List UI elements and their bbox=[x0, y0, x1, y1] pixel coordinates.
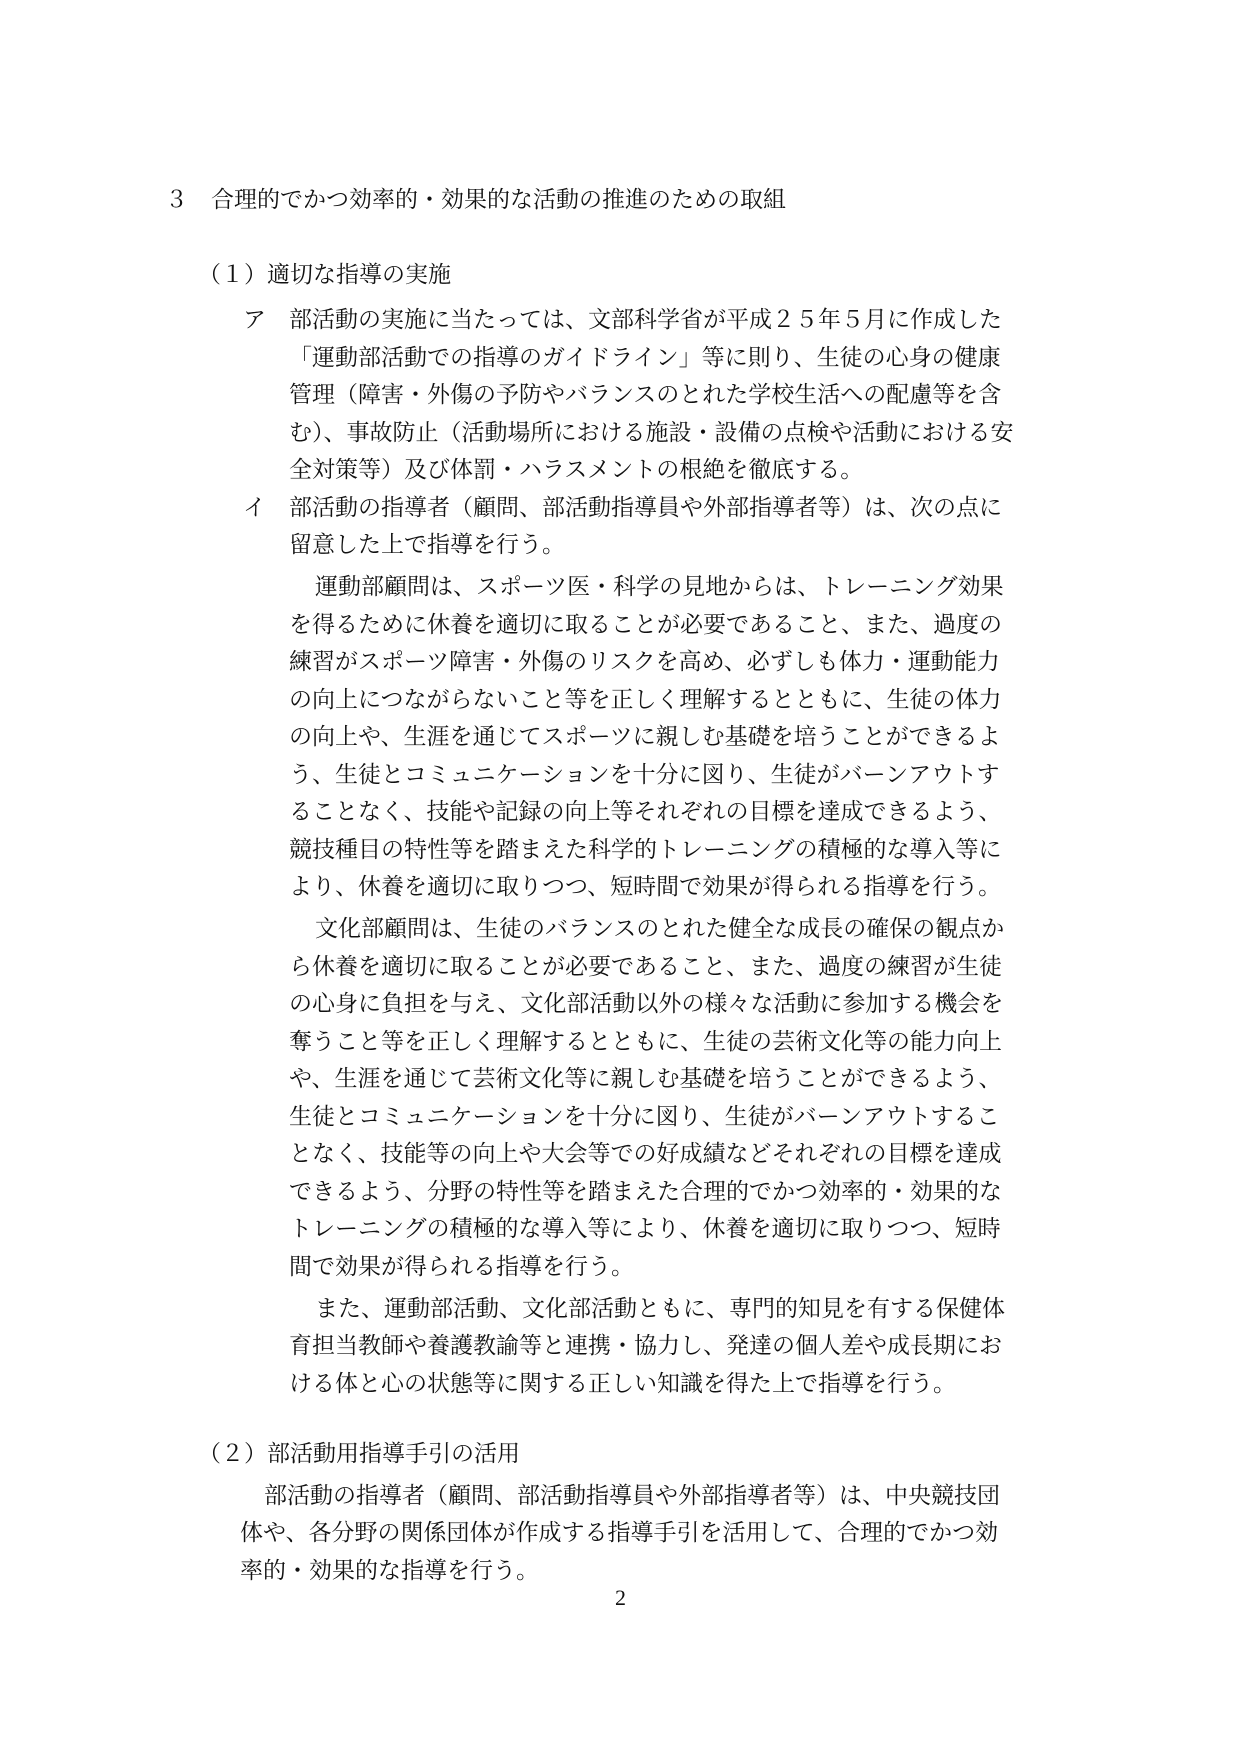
culture-paragraph-line: 奪うこと等を正しく理解するとともに、生徒の芸術文化等の能力向上 bbox=[289, 1029, 1002, 1055]
culture-paragraph-line: や、生涯を通じて芸術文化等に親しむ基礎を培うことができるよう、 bbox=[289, 1066, 1002, 1092]
subsection-title-2: （２）部活動用指導手引の活用 bbox=[198, 1441, 520, 1467]
culture-paragraph-line: の心身に負担を与え、文化部活動以外の様々な活動に参加する機会を bbox=[289, 991, 1004, 1017]
sports-paragraph-line: より、休養を適切に取りつつ、短時間で効果が得られる指導を行う。 bbox=[289, 874, 1002, 900]
culture-paragraph-line: 生徒とコミュニケーションを十分に図り、生徒がバーンアウトするこ bbox=[289, 1104, 1000, 1130]
item-a-line: む）、事故防止（活動場所における施設・設備の点検や活動における安 bbox=[289, 420, 1014, 446]
item-i-line: 部活動の指導者（顧問、部活動指導員や外部指導者等）は、次の点に bbox=[289, 495, 1002, 521]
manual-paragraph-line: 率的・効果的な指導を行う。 bbox=[240, 1558, 539, 1584]
culture-paragraph-line: トレーニングの積極的な導入等により、休養を適切に取りつつ、短時 bbox=[289, 1216, 1001, 1242]
item-a-line: 管理（障害・外傷の予防やバランスのとれた学校生活への配慮等を含 bbox=[289, 382, 1002, 408]
sports-paragraph-line: 練習がスポーツ障害・外傷のリスクを高め、必ずしも体力・運動能力 bbox=[289, 649, 1000, 675]
culture-paragraph-line: となく、技能等の向上や大会等での好成績などそれぞれの目標を達成 bbox=[289, 1141, 1002, 1167]
item-a-line: 部活動の実施に当たっては、文部科学省が平成２５年５月に作成した bbox=[289, 307, 1002, 333]
item-a-line: 全対策等）及び体罰・ハラスメントの根絶を徹底する。 bbox=[289, 457, 864, 483]
item-a-line: 「運動部活動での指導のガイドライン」等に則り、生徒の心身の健康 bbox=[289, 345, 1001, 371]
manual-paragraph-line: 体や、各分野の関係団体が作成する指導手引を活用して、合理的でかつ効 bbox=[240, 1520, 999, 1546]
item-i-marker: イ bbox=[243, 495, 266, 521]
culture-paragraph-line: 間で効果が得られる指導を行う。 bbox=[289, 1254, 634, 1280]
common-paragraph-line: ける体と心の状態等に関する正しい知識を得た上で指導を行う。 bbox=[289, 1371, 956, 1397]
sports-paragraph-line: ることなく、技能や記録の向上等それぞれの目標を達成できるよう、 bbox=[289, 799, 1002, 825]
sports-paragraph-line: の向上や、生涯を通じてスポーツに親しむ基礎を培うことができるよ bbox=[289, 724, 1001, 750]
culture-paragraph-line: 文化部顧問は、生徒のバランスのとれた健全な成長の確保の観点か bbox=[315, 916, 1005, 942]
manual-paragraph-line: 部活動の指導者（顧問、部活動指導員や外部指導者等）は、中央競技団 bbox=[264, 1483, 1000, 1509]
item-a-marker: ア bbox=[243, 307, 266, 333]
culture-paragraph-line: ら休養を適切に取ることが必要であること、また、過度の練習が生徒 bbox=[289, 954, 1002, 980]
culture-paragraph-line: できるよう、分野の特性等を踏まえた合理的でかつ効率的・効果的な bbox=[289, 1179, 1002, 1205]
sports-paragraph-line: 運動部顧問は、スポーツ医・科学の見地からは、トレーニング効果 bbox=[315, 574, 1004, 600]
subsection-title-1: （１）適切な指導の実施 bbox=[198, 262, 451, 288]
sports-paragraph-line: の向上につながらないこと等を正しく理解するとともに、生徒の体力 bbox=[289, 687, 1002, 713]
common-paragraph-line: 育担当教師や養護教諭等と連携・協力し、発達の個人差や成長期にお bbox=[289, 1333, 1002, 1359]
section-heading: ３ 合理的でかつ効率的・効果的な活動の推進のための取組 bbox=[165, 187, 786, 213]
sports-paragraph-line: を得るために休養を適切に取ることが必要であること、また、過度の bbox=[289, 612, 1002, 638]
sports-paragraph-line: う、生徒とコミュニケーションを十分に図り、生徒がバーンアウトす bbox=[289, 762, 1000, 788]
common-paragraph-line: また、運動部活動、文化部活動ともに、専門的知見を有する保健体 bbox=[315, 1296, 1005, 1322]
item-i-line: 留意した上で指導を行う。 bbox=[289, 532, 565, 558]
page-number: 2 bbox=[615, 1585, 626, 1610]
sports-paragraph-line: 競技種目の特性等を踏まえた科学的トレーニングの積極的な導入等に bbox=[289, 837, 1002, 863]
